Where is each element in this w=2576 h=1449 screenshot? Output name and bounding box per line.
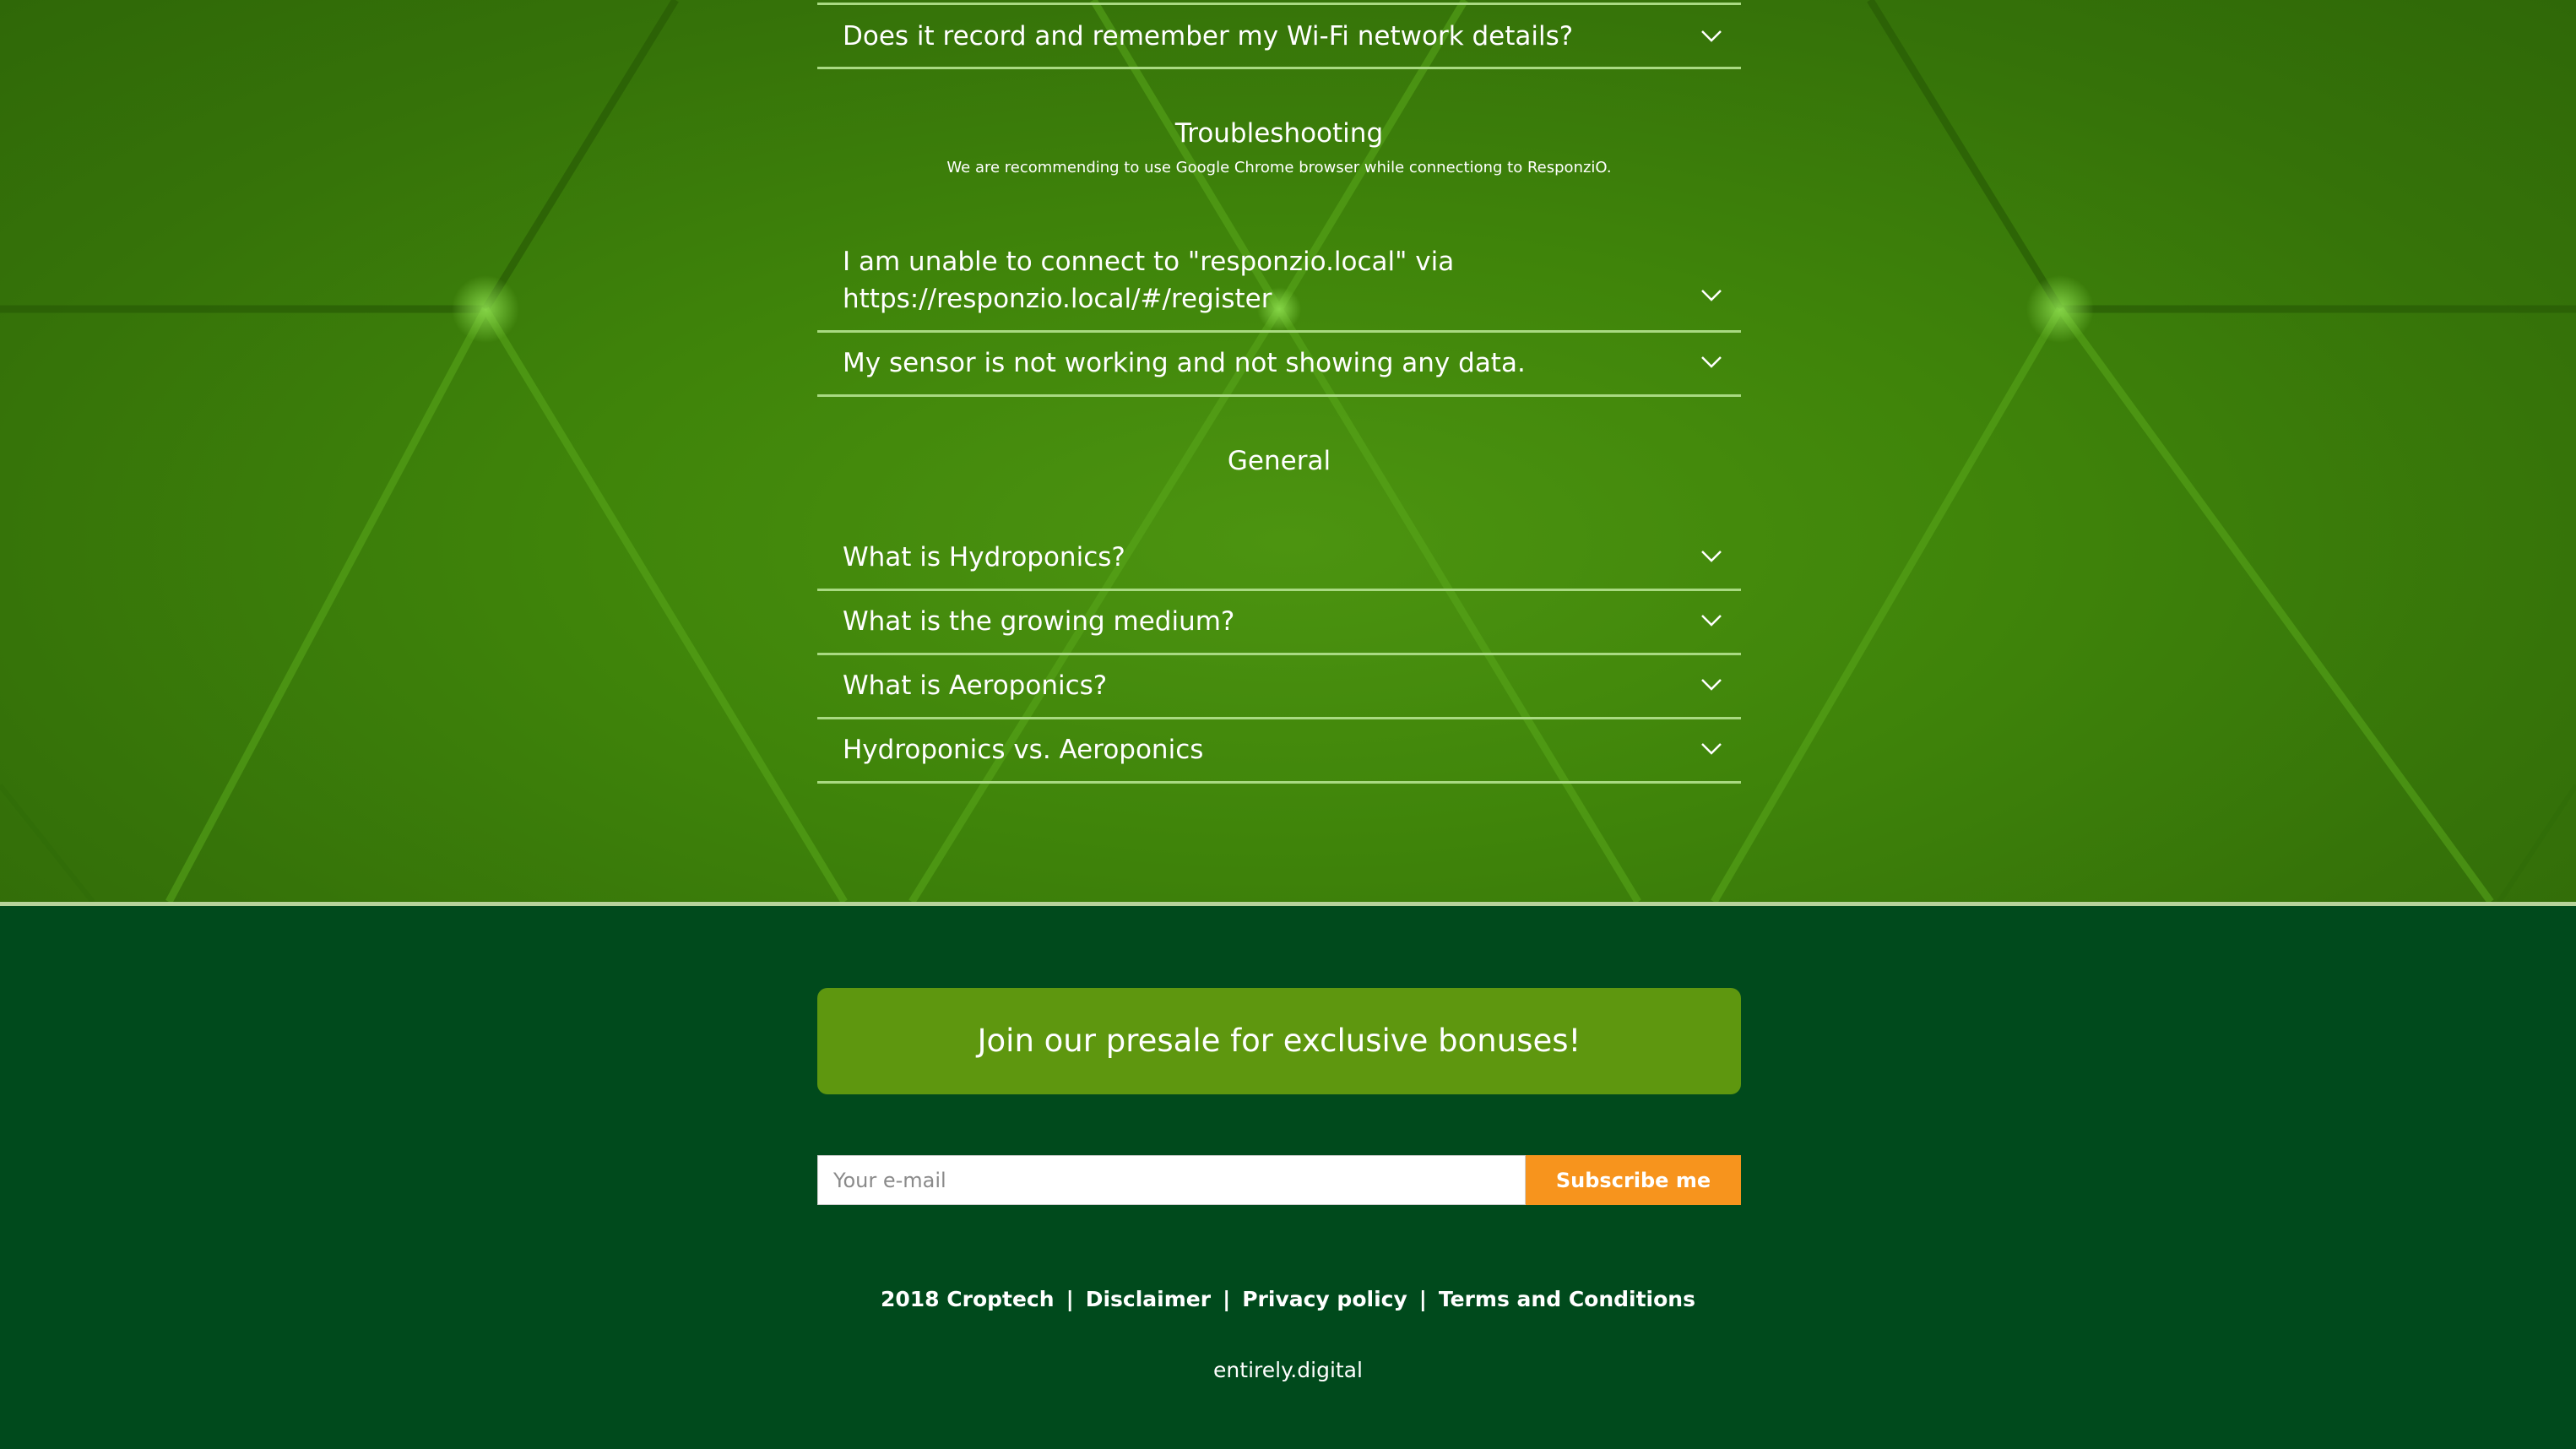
- link-separator: |: [1223, 1287, 1231, 1311]
- faq-question: What is Aeroponics?: [843, 670, 1108, 701]
- chevron-down-icon: [1700, 355, 1722, 369]
- chevron-down-icon: [1700, 550, 1722, 563]
- faq-item-growing-medium[interactable]: [817, 591, 1741, 655]
- footer-links: [0, 1287, 2576, 1311]
- faq-question: Does it record and remember my Wi-Fi network details?: [843, 21, 1574, 52]
- faq-question: What is Hydroponics?: [843, 542, 1125, 573]
- disclaimer-link[interactable]: Disclaimer: [1085, 1287, 1212, 1311]
- faq-question: Hydroponics vs. Aeroponics: [843, 735, 1204, 765]
- general-title: General: [1227, 446, 1331, 476]
- troubleshooting-title: Troubleshooting: [1174, 118, 1384, 149]
- email-input[interactable]: [817, 1155, 1526, 1205]
- faq-question: I am unable to connect to "responzio.local" via https://responzio.local/#/register: [843, 247, 1455, 314]
- link-separator: |: [1418, 1287, 1427, 1311]
- chevron-down-icon: [1700, 289, 1722, 302]
- faq-item-hydroponics[interactable]: [817, 527, 1741, 591]
- faq-question: My sensor is not working and not showing any data.: [843, 348, 1526, 378]
- chevron-down-icon: [1700, 742, 1722, 756]
- faq-item-aeroponics[interactable]: [817, 655, 1741, 719]
- privacy-policy-link[interactable]: Privacy policy: [1242, 1287, 1407, 1311]
- faq-item-connect[interactable]: [817, 235, 1741, 333]
- credit-link[interactable]: entirely.digital: [1213, 1358, 1363, 1382]
- troubleshooting-subtitle: We are recommending to use Google Chrome browser while connectiong to ResponziO.: [946, 159, 1612, 176]
- faq-item-hydro-vs-aero[interactable]: [817, 719, 1741, 784]
- faq-item-wifi[interactable]: [817, 3, 1741, 69]
- chevron-down-icon: [1700, 30, 1722, 43]
- copyright-link[interactable]: 2018 Croptech: [881, 1287, 1055, 1311]
- faq-question: What is the growing medium?: [843, 606, 1235, 637]
- faq-item-sensor[interactable]: [817, 333, 1741, 397]
- chevron-down-icon: [1700, 614, 1722, 627]
- terms-link[interactable]: Terms and Conditions: [1438, 1287, 1695, 1311]
- presale-button[interactable]: Join our presale for exclusive bonuses!: [817, 988, 1741, 1094]
- link-separator: |: [1066, 1287, 1074, 1311]
- subscribe-button[interactable]: Subscribe me: [1526, 1155, 1741, 1205]
- footer: [0, 906, 2576, 1449]
- chevron-down-icon: [1700, 678, 1722, 692]
